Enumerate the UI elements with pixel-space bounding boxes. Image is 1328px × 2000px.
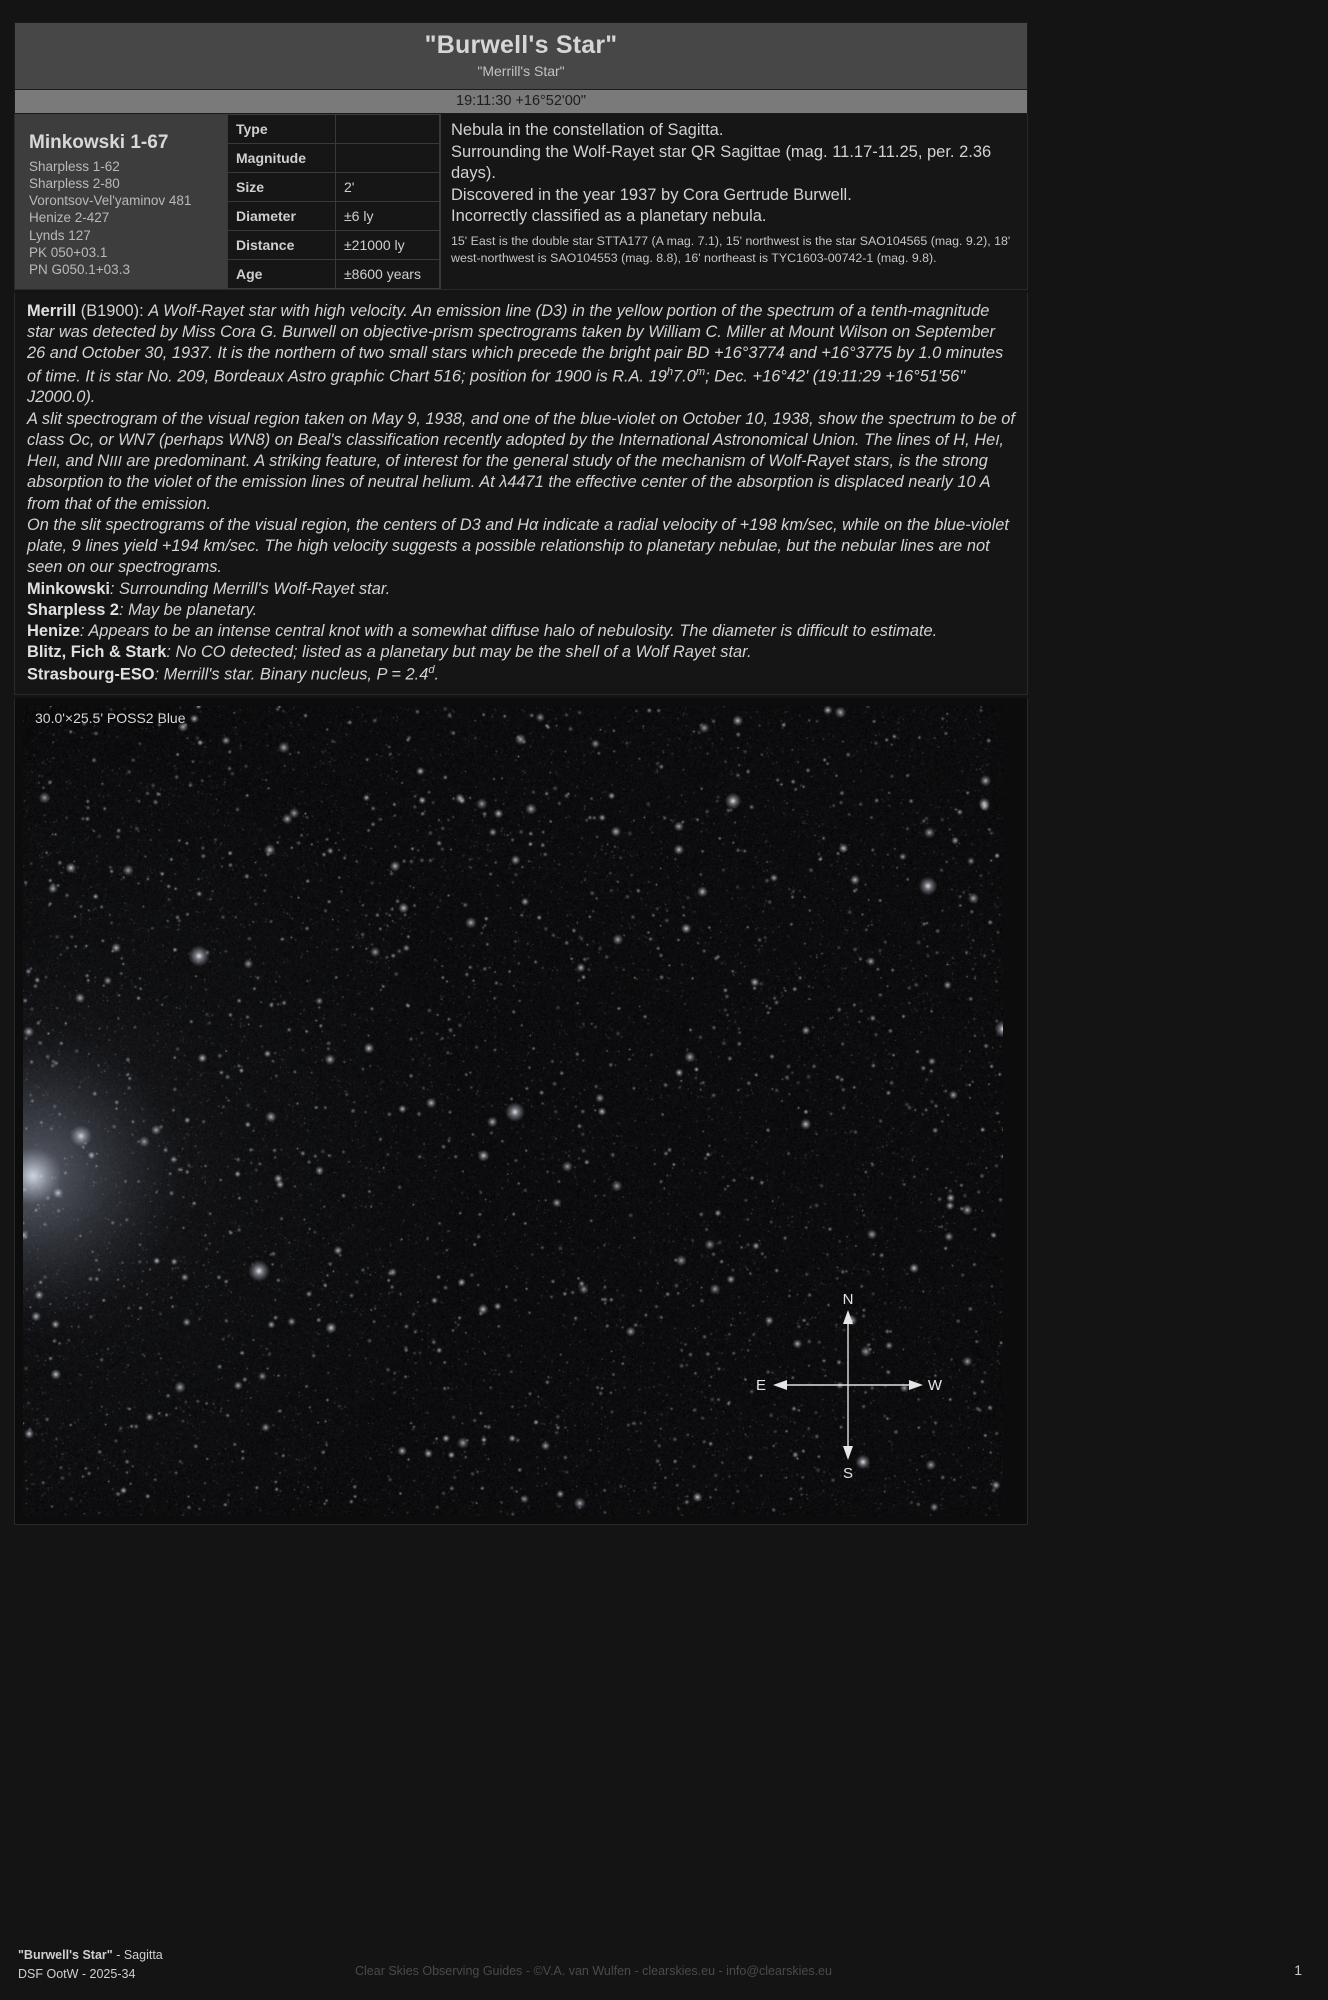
fact-key: Diameter <box>228 202 336 231</box>
fact-value <box>336 115 440 144</box>
note-text: ; Dec. +16°42' (19:11:29 +16°51'56" J2000.0). <box>27 367 966 407</box>
primary-designation: Minkowski 1-67 <box>29 132 169 153</box>
compass-east-label: E <box>755 1377 767 1395</box>
note-minkowski <box>27 579 1017 600</box>
alt-designation: PN G050.1+03.3 <box>29 261 130 277</box>
note-source-label: Henize <box>27 621 80 640</box>
alt-designation: Henize 2-427 <box>29 210 110 226</box>
note-text: : Surrounding Merrill's Wolf-Rayet star. <box>109 579 391 598</box>
table-row <box>228 173 440 202</box>
fact-key: Size <box>228 173 336 202</box>
table-row <box>228 202 440 231</box>
coordinates-bar: 19:11:30 +16°52'00" <box>14 90 1028 114</box>
footer-series: DSF OotW - 2025-34 <box>18 1967 136 1982</box>
footer-constellation: - Sagitta <box>112 1948 163 1962</box>
note-henize <box>27 621 1017 642</box>
alt-designation: Sharpless 1-62 <box>29 159 120 174</box>
note-text: , and N <box>56 452 110 471</box>
designations-panel <box>15 114 227 289</box>
fact-value: ±8600 years <box>336 260 440 289</box>
alt-designation: Vorontsov-Vel'yaminov 481 <box>29 193 192 209</box>
footer-identity <box>18 1946 163 1985</box>
description-line: Discovered in the year 1937 by Cora Gertrude Burwell. <box>451 185 852 204</box>
description-line: Incorrectly classified as a planetary nebula. <box>451 207 767 226</box>
fact-value <box>336 144 440 173</box>
object-info-row <box>14 114 1028 290</box>
note-text: : Appears to be an intense central knot with a somewhat diffuse halo of nebulosity. The diameter is difficult to estimate. <box>79 621 938 640</box>
table-row <box>228 231 440 260</box>
compass-north-label: N <box>842 1291 854 1309</box>
note-text: are predominant. A striking feature, of interest for the general study of the mechanism of Wolf-Rayet stars, is the strong absorption to the violet of the emission lines of neutral helium. At λ4471 the effective center of the absorption is displaced nearly 10 A from that of the emission. <box>27 452 990 513</box>
alt-designation: PK 050+03.1 <box>29 244 108 260</box>
fact-value: ±6 ly <box>336 202 440 231</box>
note-merrill-paragraph-2 <box>27 409 1017 515</box>
footer-object-line <box>18 1946 163 1965</box>
note-strasbourg-eso <box>27 663 1017 686</box>
note-source-label: Blitz, Fich & Stark <box>27 643 167 662</box>
note-blitz-fich-stark <box>27 642 1017 663</box>
fact-key: Age <box>228 260 336 289</box>
alt-designation: Sharpless 2-80 <box>29 176 120 192</box>
title-box <box>14 22 1028 90</box>
description-panel <box>440 114 1027 289</box>
table-row <box>228 260 440 289</box>
note-source-label: Minkowski <box>27 579 110 598</box>
starfield-image <box>23 706 1003 1516</box>
fact-value: ±21000 ly <box>336 231 440 260</box>
table-row <box>228 115 440 144</box>
note-text: , He <box>27 430 1004 471</box>
image-scale-label: 30.0'×25.5' POSS2 Blue <box>35 710 186 727</box>
note-text: 7.0 <box>673 367 696 386</box>
nearby-objects-note: 15' East is the double star STTA177 (A mag. 7.1), 15' northwest is the star SAO104565 (mag. 9.2), 18' west-northwest is SAO104553 (mag. 8.8), 16' northeast is TYC1603-00742-1 (mag. 9.8). <box>451 234 1011 265</box>
compass-rose-icon <box>753 1290 943 1480</box>
compass-south-label: S <box>842 1465 854 1481</box>
footer-page-number: 1 <box>1294 1962 1302 1978</box>
description-line: Surrounding the Wolf-Rayet star QR Sagittae (mag. 11.17-11.25, per. 2.36 days). <box>451 142 992 183</box>
fact-key: Type <box>228 115 336 144</box>
note-sup-h: h <box>666 365 674 378</box>
observing-notes <box>14 293 1028 695</box>
facts-table <box>227 114 440 289</box>
note-text: A slit spectrogram of the visual region taken on May 9, 1938, and one of the blue-violet on October 10, 1938, show the spectrum to be of class Oc, or WN7 (perhaps WN8) on Beal's classification recently adopted by the International Astronomical Union. The lines of H, He <box>27 409 1015 449</box>
table-row <box>228 144 440 173</box>
note-text: . <box>434 665 440 684</box>
note-epoch: (B1900): <box>76 302 149 320</box>
note-source-label: Strasbourg-ESO <box>27 665 155 684</box>
fact-value: 2' <box>336 173 440 202</box>
compass-west-label: W <box>927 1377 943 1395</box>
page-footer <box>0 1938 1328 2000</box>
note-text: : Merrill's star. Binary nucleus, P = 2.4 <box>154 665 429 684</box>
note-sharpless <box>27 600 1017 621</box>
note-sup-d: d <box>428 664 435 677</box>
note-ion-n3: III <box>109 453 122 471</box>
footer-object-name: "Burwell's Star" <box>18 1948 113 1962</box>
page-subtitle: "Merrill's Star" <box>477 63 565 79</box>
note-merrill-paragraph-1 <box>27 301 1017 409</box>
description-line: Nebula in the constellation of Sagitta. <box>451 121 724 139</box>
fact-key: Magnitude <box>228 144 336 173</box>
note-sup-m: m <box>695 365 706 378</box>
note-source-label: Merrill <box>27 302 77 320</box>
note-text: : May be planetary. <box>119 600 258 619</box>
note-ion-he2: II <box>47 453 57 471</box>
sky-image-panel <box>14 698 1028 1525</box>
note-merrill-paragraph-3: On the slit spectrograms of the visual region, the centers of D3 and Hα indicate a radial velocity of +198 km/sec, while on the blue-violet plate, 9 lines yield +194 km/sec. The high velocity suggests a possible relationship to planetary nebulae, but the nebular lines are not seen on our spectrograms. <box>27 515 1009 577</box>
note-text: A Wolf-Rayet star with high velocity. An emission line (D3) in the yellow portion of the spectrum of a tenth-magnitude star was detected by Miss Cora G. Burwell on objective-prism spectrograms taken by William C. Miller at Mount Wilson on September 26 and October 30, 1937. It is the northern of two small stars which precede the bright pair BD +16°3774 and +16°3775 by 1.0 minutes of time. It is star No. 209, Bordeaux Astro graphic Chart 516; position for 1900 is R.A. 19 <box>27 302 1004 386</box>
note-ion-he1: I <box>995 431 1000 449</box>
object-sheet <box>14 22 1028 1525</box>
note-source-label: Sharpless 2 <box>27 600 120 619</box>
fact-key: Distance <box>228 231 336 260</box>
note-text: : No CO detected; listed as a planetary but may be the shell of a Wolf Rayet star. <box>166 643 752 662</box>
page-title: "Burwell's Star" <box>424 31 618 59</box>
footer-credit: Clear Skies Observing Guides - ©V.A. van Wulfen - clearskies.eu - info@clearskies.eu <box>355 1964 832 1978</box>
alt-designation: Lynds 127 <box>29 227 91 243</box>
